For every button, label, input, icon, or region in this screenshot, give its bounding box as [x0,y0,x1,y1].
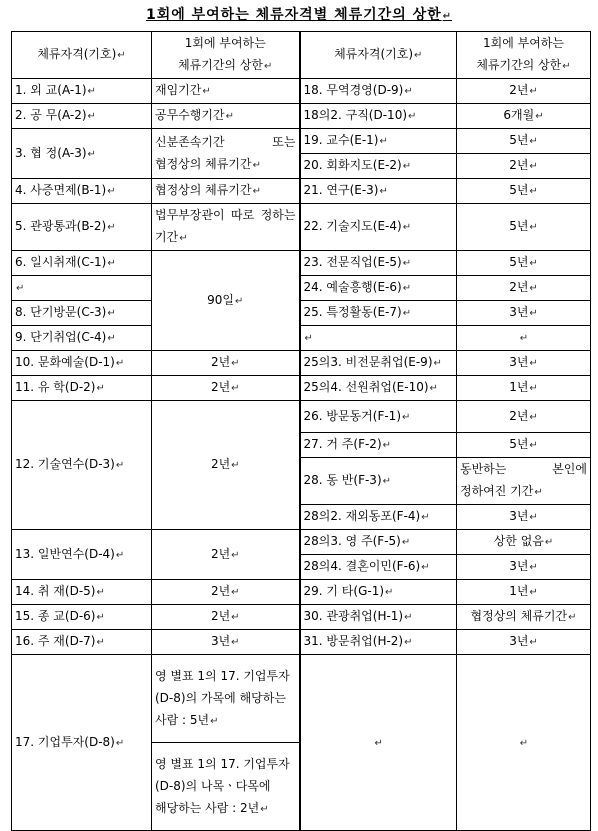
table-row [12,129,591,154]
limit-cell: 3년↵ [457,301,591,326]
limit-cell: 법무부장관이 따로 정하는 기간↵ [152,204,300,251]
limit-cell: 90일↵ [152,251,300,351]
status-cell: ↵ [300,655,457,831]
header-row [12,32,591,79]
limit-cell: 6개월↵ [457,104,591,129]
table-row [12,530,591,555]
status-cell: 17. 기업투자(D-8)↵ [12,655,152,831]
page-title: 1회에 부여하는 체류자격별 체류기간의 상한↵ [145,7,453,23]
status-cell: 6. 일시취재(C-1)↵ [12,251,152,276]
table-row [12,401,591,433]
limit-cell: 3년↵ [457,630,591,655]
table-row [12,251,591,276]
limit-cell: 2년↵ [457,276,591,301]
table-row [12,351,591,376]
limit-cell: 5년↵ [457,251,591,276]
status-cell: 19. 교수(E-1)↵ [300,129,457,154]
limit-cell: 공무수행기간↵ [152,104,300,129]
status-cell: ↵ [12,276,152,301]
status-cell: 22. 기술지도(E-4)↵ [300,204,457,251]
status-cell: 16. 주 재(D-7)↵ [12,630,152,655]
limit-cell: ↵ [457,326,591,351]
limit-cell: 2년↵ [152,530,300,580]
limit-cell: 상한 없음↵ [457,530,591,555]
limit-cell: 2년↵ [152,605,300,630]
limit-cell: 1년↵ [457,580,591,605]
header-status-right: 체류자격(기호)↵ [300,32,457,79]
status-cell: 24. 예술흥행(E-6)↵ [300,276,457,301]
status-cell: 29. 기 타(G-1)↵ [300,580,457,605]
status-cell: 11. 유 학(D-2)↵ [12,376,152,401]
limit-cell: 5년↵ [457,433,591,458]
header-limit-right: 1회에 부여하는 체류기간의 상한↵ [457,32,591,79]
table-row [12,580,591,605]
status-cell: 5. 관광통과(B-2)↵ [12,204,152,251]
limit-cell: 영 별표 1의 17. 기업투자(D-8)의 가목에 해당하는 사람 : 5년↵ [152,655,300,743]
limit-cell: 영 별표 1의 17. 기업투자(D-8)의 나목ㆍ다목에 해당하는 사람 : 2년↵ [152,743,300,831]
limit-cell: 5년↵ [457,204,591,251]
limit-cell: 신분존속기간 또는 협정상의 체류기간↵ [152,129,300,179]
limit-cell: 2년↵ [152,580,300,605]
limit-cell: 2년↵ [152,376,300,401]
limit-cell: 2년↵ [457,79,591,104]
limit-cell: 5년↵ [457,179,591,204]
table-row [12,376,591,401]
limit-cell: 3년↵ [457,351,591,376]
status-cell: 28의4. 결혼이민(F-6)↵ [300,555,457,580]
limit-cell: 협정상의 체류기간↵ [457,605,591,630]
table-row [12,204,591,251]
status-cell: 18의2. 구직(D-10)↵ [300,104,457,129]
status-cell: 2. 공 무(A-2)↵ [12,104,152,129]
status-cell: 15. 종 교(D-6)↵ [12,605,152,630]
status-cell: 23. 전문직업(E-5)↵ [300,251,457,276]
residence-period-table [11,31,591,831]
header-status-left: 체류자격(기호)↵ [12,32,152,79]
status-cell: 13. 일반연수(D-4)↵ [12,530,152,580]
status-cell: 28. 동 반(F-3)↵ [300,458,457,505]
table-row [12,79,591,104]
status-cell: 25의3. 비전문취업(E-9)↵ [300,351,457,376]
status-cell: 9. 단기취업(C-4)↵ [12,326,152,351]
table-row [12,301,591,326]
table-row [12,179,591,204]
limit-cell: 3년↵ [457,505,591,530]
status-cell: 25. 특정활동(E-7)↵ [300,301,457,326]
status-cell: 30. 관광취업(H-1)↵ [300,605,457,630]
status-cell: 3. 협 정(A-3)↵ [12,129,152,179]
table-row [12,630,591,655]
status-cell: 20. 회화지도(E-2)↵ [300,154,457,179]
limit-cell: 협정상의 체류기간↵ [152,179,300,204]
header-limit-left: 1회에 부여하는 체류기간의 상한↵ [152,32,300,79]
status-cell: 25의4. 선원취업(E-10)↵ [300,376,457,401]
status-cell: 26. 방문동거(F-1)↵ [300,401,457,433]
limit-cell: 3년↵ [152,630,300,655]
status-cell: 14. 취 재(D-5)↵ [12,580,152,605]
limit-cell: 2년↵ [152,401,300,530]
status-cell: 21. 연구(E-3)↵ [300,179,457,204]
limit-cell: 2년↵ [457,401,591,433]
status-cell: 28의3. 영 주(F-5)↵ [300,530,457,555]
limit-cell: 2년↵ [457,154,591,179]
table-row [12,605,591,630]
status-cell: 28의2. 재외동포(F-4)↵ [300,505,457,530]
table-row [12,104,591,129]
limit-cell: 동반하는 본인에 정하여진 기간↵ [457,458,591,505]
limit-cell: ↵ [457,655,591,831]
table-row [12,326,591,351]
limit-cell: 재임기간↵ [152,79,300,104]
limit-cell: 5년↵ [457,129,591,154]
status-cell: 18. 무역경영(D-9)↵ [300,79,457,104]
status-cell: ↵ [300,326,457,351]
table-row [12,276,591,301]
status-cell: 10. 문화예술(D-1)↵ [12,351,152,376]
status-cell: 31. 방문취업(H-2)↵ [300,630,457,655]
status-cell: 1. 외 교(A-1)↵ [12,79,152,104]
status-cell: 4. 사증면제(B-1)↵ [12,179,152,204]
status-cell: 12. 기술연수(D-3)↵ [12,401,152,530]
limit-cell: 2년↵ [152,351,300,376]
table-row [12,655,591,743]
limit-cell: 1년↵ [457,376,591,401]
limit-cell: 3년↵ [457,555,591,580]
status-cell: 8. 단기방문(C-3)↵ [12,301,152,326]
status-cell: 27. 거 주(F-2)↵ [300,433,457,458]
